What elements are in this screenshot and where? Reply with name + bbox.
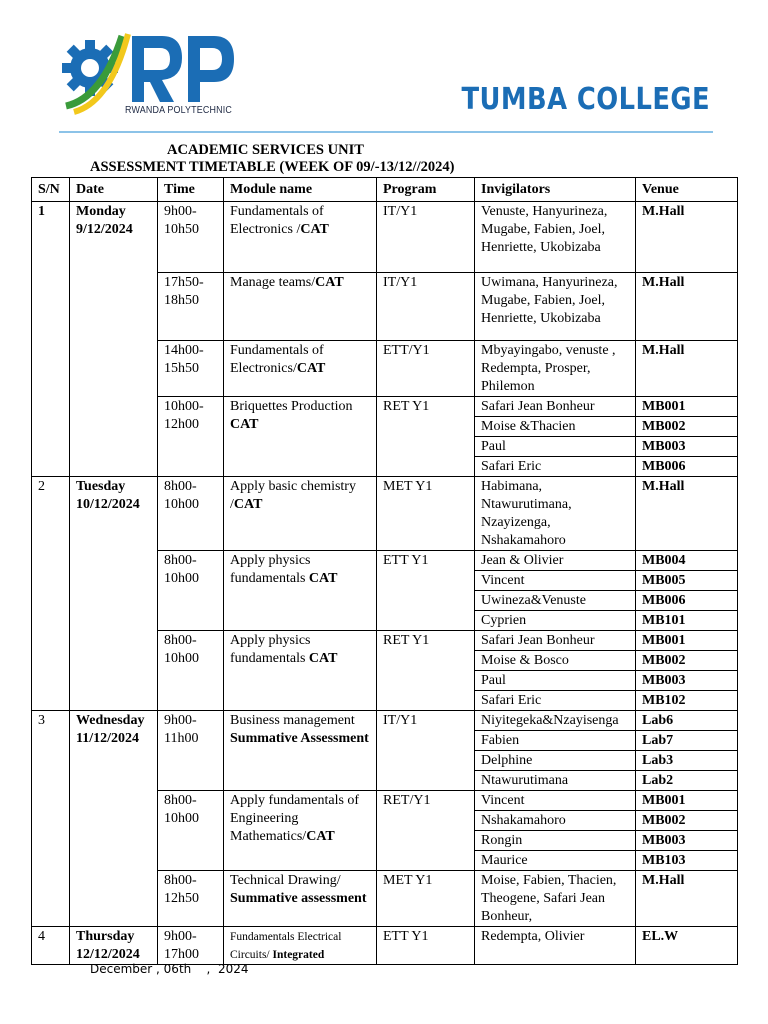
header-invigilators: Invigilators xyxy=(475,178,636,202)
cell-program: IT/Y1 xyxy=(377,711,475,791)
cell-invigilators: Delphine xyxy=(475,751,636,771)
cell-venue: M.Hall xyxy=(636,202,738,273)
module-name: Apply physics fundamentals xyxy=(230,633,311,666)
cell-module xyxy=(224,341,377,397)
cell-venue: Lab6 xyxy=(636,711,738,731)
cell-invigilators: Uwimana, Hanyurineza, Mugabe, Fabien, Joel, Henriette, Ukobizaba xyxy=(475,273,636,341)
assessment-type: CAT xyxy=(308,651,338,666)
assessment-timetable xyxy=(31,177,738,965)
header-sn: S/N xyxy=(32,178,70,202)
cell-invigilators: Mbyayingabo, venuste , Redempta, Prosper, Philemon xyxy=(475,341,636,397)
cell-time: 8h00-10h00 xyxy=(158,791,224,871)
timetable-title: ASSESSMENT TIMETABLE (WEEK OF 09/-13/12//2024) xyxy=(90,159,455,175)
assessment-type: CAT xyxy=(300,222,329,237)
timetable-body xyxy=(32,202,738,965)
cell-invigilators: Paul xyxy=(475,437,636,457)
cell-time: 8h00-12h50 xyxy=(158,871,224,927)
cell-invigilators: Moise & Bosco xyxy=(475,651,636,671)
day-name: Wednesday xyxy=(76,713,145,728)
table-header-row xyxy=(32,178,738,202)
header-date: Date xyxy=(70,178,158,202)
cell-invigilators: Nshakamahoro xyxy=(475,811,636,831)
cell-venue: MB101 xyxy=(636,611,738,631)
cell-venue: MB001 xyxy=(636,791,738,811)
module-name: Apply fundamentals of Engineering Mathematics/ xyxy=(230,793,360,844)
cell-invigilators: Moise &Thacien xyxy=(475,417,636,437)
cell-invigilators: Safari Eric xyxy=(475,457,636,477)
cell-venue: MB102 xyxy=(636,691,738,711)
header-venue: Venue xyxy=(636,178,738,202)
cell-time: 9h00-10h50 xyxy=(158,202,224,273)
cell-time: 17h50-18h50 xyxy=(158,273,224,341)
cell-invigilators: Venuste, Hanyurineza, Mugabe, Fabien, Joel, Henriette, Ukobizaba xyxy=(475,202,636,273)
day-date: 9/12/2024 xyxy=(76,222,133,237)
document-header xyxy=(0,0,768,140)
cell-sn: 3 xyxy=(32,711,70,927)
unit-title: ACADEMIC SERVICES UNIT xyxy=(167,142,364,158)
header-time: Time xyxy=(158,178,224,202)
cell-venue: MB001 xyxy=(636,397,738,417)
assessment-type: CAT xyxy=(306,829,335,844)
cell-venue: MB003 xyxy=(636,437,738,457)
cell-date xyxy=(70,202,158,477)
cell-sn: 4 xyxy=(32,927,70,965)
cell-venue: MB103 xyxy=(636,851,738,871)
day-name: Monday xyxy=(76,204,126,219)
cell-invigilators: Ntawurutimana xyxy=(475,771,636,791)
module-name: Business management xyxy=(230,713,355,728)
cell-venue: Lab7 xyxy=(636,731,738,751)
assessment-type: Integrated xyxy=(272,949,325,961)
table-row xyxy=(32,477,738,551)
cell-invigilators: Vincent xyxy=(475,791,636,811)
cell-venue: MB002 xyxy=(636,811,738,831)
day-date: 11/12/2024 xyxy=(76,731,140,746)
cell-module xyxy=(224,477,377,551)
assessment-type: Summative Assessment xyxy=(230,731,369,746)
cell-program: MET Y1 xyxy=(377,871,475,927)
cell-venue: MB001 xyxy=(636,631,738,651)
day-name: Thursday xyxy=(76,929,135,944)
module-name: Technical Drawing/ xyxy=(230,873,341,888)
assessment-type: CAT xyxy=(296,361,326,376)
cell-invigilators: Uwineza&Venuste xyxy=(475,591,636,611)
assessment-type: CAT xyxy=(315,275,344,290)
cell-time: 8h00-10h00 xyxy=(158,631,224,711)
cell-venue: MB005 xyxy=(636,571,738,591)
cell-invigilators: Jean & Olivier xyxy=(475,551,636,571)
module-name: Fundamentals of Electronics / xyxy=(230,204,324,237)
cell-module xyxy=(224,711,377,791)
cell-sn: 2 xyxy=(32,477,70,711)
header-divider xyxy=(59,131,713,133)
cell-venue: MB003 xyxy=(636,831,738,851)
cell-invigilators: Rongin xyxy=(475,831,636,851)
cell-venue: MB006 xyxy=(636,457,738,477)
day-name: Tuesday xyxy=(76,479,126,494)
module-name: Apply basic chemistry / xyxy=(230,479,356,512)
cell-sn: 1 xyxy=(32,202,70,477)
day-date: 12/12/2024 xyxy=(76,947,140,962)
college-name: TUMBA COLLEGE xyxy=(461,82,710,117)
cell-venue: EL.W xyxy=(636,927,738,965)
module-name: Apply physics fundamentals xyxy=(230,553,311,586)
cell-venue: MB002 xyxy=(636,651,738,671)
cell-module xyxy=(224,273,377,341)
assessment-type: CAT xyxy=(230,417,259,432)
cell-program: RET/Y1 xyxy=(377,791,475,871)
assessment-type: CAT xyxy=(233,497,263,512)
header-program: Program xyxy=(377,178,475,202)
cell-invigilators: Safari Jean Bonheur xyxy=(475,631,636,651)
cell-program: ETT/Y1 xyxy=(377,341,475,397)
cell-venue: M.Hall xyxy=(636,477,738,551)
cell-venue: Lab2 xyxy=(636,771,738,791)
cell-date xyxy=(70,477,158,711)
cell-time: 8h00-10h00 xyxy=(158,477,224,551)
cell-time: 14h00-15h50 xyxy=(158,341,224,397)
cell-program: ETT Y1 xyxy=(377,551,475,631)
cell-invigilators: Cyprien xyxy=(475,611,636,631)
assessment-type: CAT xyxy=(308,571,338,586)
module-name: Manage teams/ xyxy=(230,275,316,290)
cell-module xyxy=(224,631,377,711)
table-row xyxy=(32,927,738,965)
document-date: December , 06th , 2024 xyxy=(90,962,249,976)
cell-venue: MB006 xyxy=(636,591,738,611)
cell-module xyxy=(224,871,377,927)
cell-invigilators: Moise, Fabien, Thacien, Theogene, Safari Jean Bonheur, xyxy=(475,871,636,927)
module-name: Briquettes Production xyxy=(230,399,353,414)
cell-invigilators: Paul xyxy=(475,671,636,691)
cell-program: ETT Y1 xyxy=(377,927,475,965)
cell-invigilators: Maurice xyxy=(475,851,636,871)
table-row xyxy=(32,711,738,731)
cell-module xyxy=(224,791,377,871)
cell-time: 9h00-11h00 xyxy=(158,711,224,791)
cell-invigilators: Vincent xyxy=(475,571,636,591)
cell-invigilators: Safari Jean Bonheur xyxy=(475,397,636,417)
day-date: 10/12/2024 xyxy=(76,497,140,512)
cell-time: 9h00-17h00 xyxy=(158,927,224,965)
assessment-type: Summative assessment xyxy=(230,891,367,906)
table-row xyxy=(32,202,738,273)
cell-invigilators: Redempta, Olivier xyxy=(475,927,636,965)
cell-venue: Lab3 xyxy=(636,751,738,771)
cell-date xyxy=(70,711,158,927)
cell-venue: MB004 xyxy=(636,551,738,571)
cell-program: RET Y1 xyxy=(377,397,475,477)
cell-venue: M.Hall xyxy=(636,273,738,341)
cell-time: 10h00-12h00 xyxy=(158,397,224,477)
module-name: Fundamentals Electrical Circuits/ xyxy=(230,931,342,961)
cell-module xyxy=(224,397,377,477)
module-name: Fundamentals of Electronics/ xyxy=(230,343,324,376)
header-module: Module name xyxy=(224,178,377,202)
cell-venue: M.Hall xyxy=(636,871,738,927)
cell-venue: M.Hall xyxy=(636,341,738,397)
cell-date xyxy=(70,927,158,965)
cell-invigilators: Niyitegeka&Nzayisenga xyxy=(475,711,636,731)
cell-module xyxy=(224,551,377,631)
cell-venue: MB003 xyxy=(636,671,738,691)
cell-venue: MB002 xyxy=(636,417,738,437)
logo-subtitle: RWANDA POLYTECHNIC xyxy=(125,104,233,116)
cell-invigilators: Safari Eric xyxy=(475,691,636,711)
cell-invigilators: Fabien xyxy=(475,731,636,751)
cell-program: IT/Y1 xyxy=(377,202,475,273)
cell-program: IT/Y1 xyxy=(377,273,475,341)
cell-module xyxy=(224,927,377,965)
cell-time: 8h00-10h00 xyxy=(158,551,224,631)
cell-module xyxy=(224,202,377,273)
cell-program: MET Y1 xyxy=(377,477,475,551)
cell-program: RET Y1 xyxy=(377,631,475,711)
cell-invigilators: Habimana, Ntawurutimana, Nzayizenga, Nshakamahoro xyxy=(475,477,636,551)
